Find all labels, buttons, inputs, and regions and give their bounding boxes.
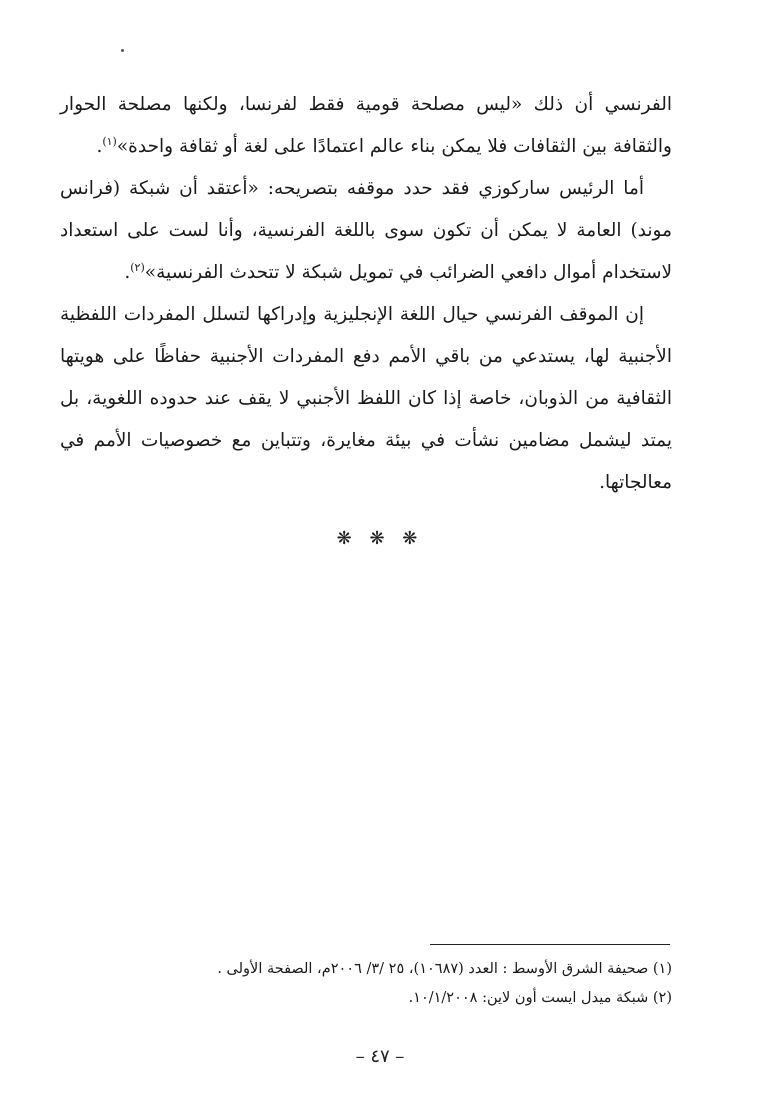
paragraph-2-tail: . [124, 262, 131, 283]
footnote-1: (١) صحيفة الشرق الأوسط : العدد (١٠٦٨٧)، ٢٥ /٣/ ٢٠٠٦م، الصفحة الأولى . [217, 961, 672, 977]
footnotes [60, 955, 672, 1013]
paragraph-1-text: الفرنسي أن ذلك «ليس مصلحة قومية فقط لفرنسا، ولكنها مصلحة الحوار والثقافة بين الثقافات فلا يمكن بناء عالم اعتمادًا على لغة أو ثقافة واحدة» [60, 94, 672, 157]
paragraph-3 [60, 294, 672, 504]
page-number: – ٤٧ – [355, 1046, 405, 1067]
section-separator: ❋ ❋ ❋ [336, 528, 424, 549]
footnote-2: (٢) شبكة ميدل ايست أون لاين: ١٠/١/٢٠٠٨. [408, 990, 672, 1006]
scan-speck [121, 49, 124, 52]
footnote-rule [430, 944, 670, 945]
body-text [60, 84, 672, 504]
paragraph-2-text: أما الرئيس ساركوزي فقد حدد موقفه بتصريحه: «أعتقد أن شبكة (فرانس موند) العامة لا يمكن أن تكون سوى باللغة الفرنسية، وأنا لست على استعداد لاستخدام أموال دافعي الضرائب في تمويل شبكة لا تتحدث الفرنسية» [60, 178, 672, 283]
paragraph-2 [60, 168, 672, 294]
paragraph-1 [60, 84, 672, 168]
footnote-ref-1: (١) [102, 134, 117, 148]
paragraph-1-tail: . [96, 136, 103, 157]
paragraph-3-text: إن الموقف الفرنسي حيال اللغة الإنجليزية وإدراكها لتسلل المفردات اللفظية الأجنبية لها، يستدعي من باقي الأمم دفع المفردات الأجنبية حفاظًا على هويتها الثقافية من الذوبان، خاصة إذا كان اللفظ الأجنبي لا يقف عند حدوده اللغوية، بل يمتد ليشمل مضامين نشأت في بيئة مغايرة، وتتباين مع خصوصيات الأمم في معالجاتها. [60, 304, 672, 493]
footnote-ref-2: (٢) [130, 260, 145, 274]
